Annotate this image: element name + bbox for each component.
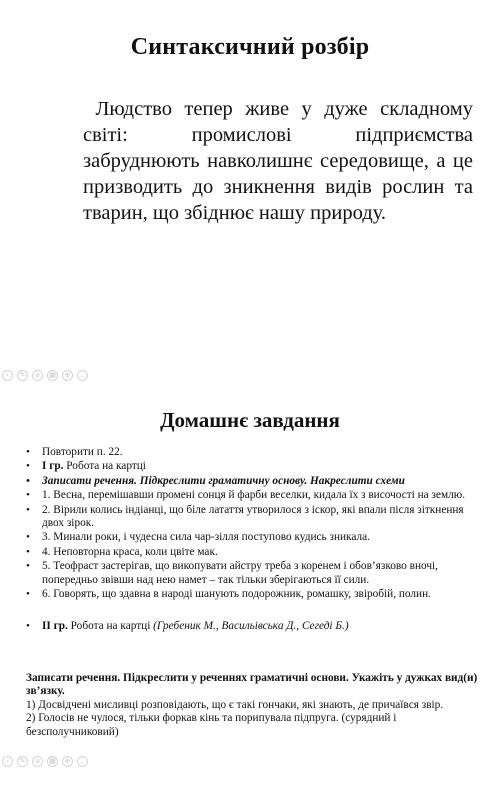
zoom-icon[interactable]: ⊕ xyxy=(62,756,73,767)
list-item: • Записати речення. Підкреслити граматичну основу. Накреслити схеми xyxy=(26,475,478,488)
list-item: • 3. Минали роки, і чудесна сила чар-зілля поступово кудись зникала. xyxy=(26,531,478,544)
slide-title: Синтаксичний розбір xyxy=(130,34,370,60)
slide-controls-bottom[interactable] xyxy=(2,756,88,767)
task-sentence: 1) Досвідчені мисливці розповідають, що є такі гончаки, які знають, де причаївся звір. xyxy=(26,698,444,711)
eraser-icon[interactable]: ⌀ xyxy=(32,756,43,767)
task-sentence: 2) Голосів не чулося, тільки форкав кінь та порипувала підпруга. (сурядний і безсполучниковий) xyxy=(26,712,397,738)
pen-icon[interactable]: ✎ xyxy=(17,370,28,381)
homework-list xyxy=(26,446,478,635)
previous-icon[interactable]: ‹ xyxy=(2,756,13,767)
list-item: • 4. Неповторна краса, коли цвіте мак. xyxy=(26,546,478,559)
task-heading: Записати речення. Підкреслити у реченнях граматичні основи. Укажіть у дужках вид(и) зв’язку. xyxy=(26,672,478,698)
menu-icon[interactable]: … xyxy=(79,757,86,765)
list-item: • ІІ гр. Робота на картці (Гребеник М., Васильівська Д., Сегеді Б.) xyxy=(26,620,478,633)
list-item: • 6. Говорять, що здавна в народі шанують подорожник, ромашку, звіробій, полин. xyxy=(26,588,478,601)
list-item: • 5. Теофраст застерігав, що викопувати айстру треба з коренем і обов’язково вночі, попередньо звівши над нею намет – так тільки зберігаються її сили. xyxy=(26,560,478,587)
slide-syntax-analysis xyxy=(0,0,500,365)
zoom-icon[interactable]: ⊕ xyxy=(62,370,73,381)
pen-icon[interactable]: ✎ xyxy=(17,756,28,767)
analysis-sentence xyxy=(83,96,473,226)
menu-icon[interactable]: … xyxy=(79,371,86,379)
eraser-icon[interactable]: ⌀ xyxy=(32,370,43,381)
list-item: • 2. Вірили колись індіанці, що біле латаття утворилося з іскор, які впали після зіткнення двох зірок. xyxy=(26,504,478,531)
grid-icon[interactable]: ▦ xyxy=(47,756,58,767)
list-item: • Повторити п. 22. xyxy=(26,446,478,459)
previous-icon[interactable]: ‹ xyxy=(2,370,13,381)
list-item: • І гр. Робота на картці xyxy=(26,460,478,473)
analysis-sentence-text: Людство тепер живе у дуже складному світі: промислові підприємства забруднюють навколишнє середовище, а це призводить до зникнення видів рослин та тварин, що збіднює нашу природу. xyxy=(83,98,474,224)
grid-icon[interactable]: ▦ xyxy=(47,370,58,381)
list-item: • 1. Весна, перемішавши промені сонця й фарби веселки, кидала їх з височості на землю. xyxy=(26,489,478,502)
homework-title: Домашнє завдання xyxy=(160,408,340,432)
group2-task xyxy=(26,672,478,739)
